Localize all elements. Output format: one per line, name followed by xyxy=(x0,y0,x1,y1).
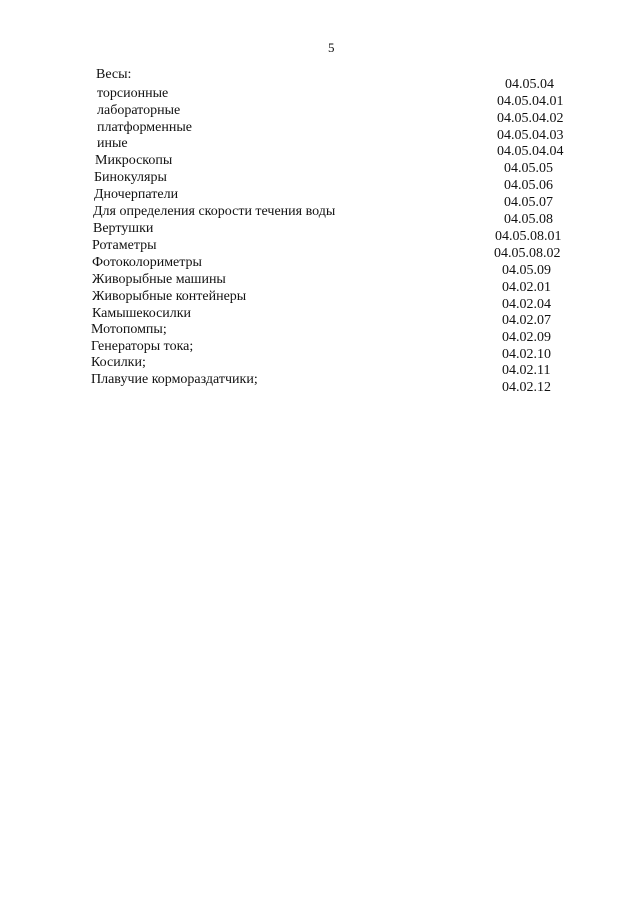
item-code: 04.05.05 xyxy=(504,161,553,176)
item-label: иные xyxy=(97,136,128,151)
item-label: Ротаметры xyxy=(92,238,157,253)
item-label: платформенные xyxy=(97,120,192,135)
item-code: 04.02.01 xyxy=(502,280,551,295)
item-label: Микроскопы xyxy=(95,153,173,168)
item-label: лабораторные xyxy=(97,103,181,118)
item-code: 04.05.04.02 xyxy=(497,111,564,126)
item-code: 04.05.08.01 xyxy=(495,229,562,244)
item-label: Плавучие кормораздатчики; xyxy=(91,372,258,387)
item-code: 04.05.04.01 xyxy=(497,94,564,109)
item-code: 04.02.07 xyxy=(502,313,551,328)
item-code: 04.02.10 xyxy=(502,347,551,362)
item-code: 04.05.04.04 xyxy=(497,144,564,159)
item-code: 04.02.09 xyxy=(502,330,551,345)
item-code: 04.05.04.03 xyxy=(497,128,564,143)
item-label: Фотоколориметры xyxy=(92,255,202,270)
item-label: торсионные xyxy=(97,86,169,101)
item-label: Камышекосилки xyxy=(92,306,192,321)
item-code: 04.05.04 xyxy=(505,77,554,92)
item-label: Для определения скорости течения воды xyxy=(93,204,336,219)
page-number: 5 xyxy=(328,40,335,55)
item-code: 04.05.06 xyxy=(504,178,553,193)
item-code: 04.02.11 xyxy=(502,363,551,378)
item-code: 04.05.07 xyxy=(504,195,553,210)
item-label: Косилки; xyxy=(91,355,146,370)
item-label: Живорыбные контейнеры xyxy=(92,289,247,304)
item-code: 04.05.08 xyxy=(504,212,553,227)
item-code: 04.02.12 xyxy=(502,380,551,395)
item-label: Вертушки xyxy=(93,221,154,236)
item-code: 04.05.08.02 xyxy=(494,246,561,261)
item-label: Мотопомпы; xyxy=(91,322,167,337)
item-label: Бинокуляры xyxy=(94,170,167,185)
item-code: 04.02.04 xyxy=(502,297,551,312)
item-label: Генераторы тока; xyxy=(91,339,194,354)
item-label: Живорыбные машины xyxy=(92,272,226,287)
item-label: Весы: xyxy=(96,67,132,82)
item-code: 04.05.09 xyxy=(502,263,551,278)
item-label: Дночерпатели xyxy=(94,187,179,202)
